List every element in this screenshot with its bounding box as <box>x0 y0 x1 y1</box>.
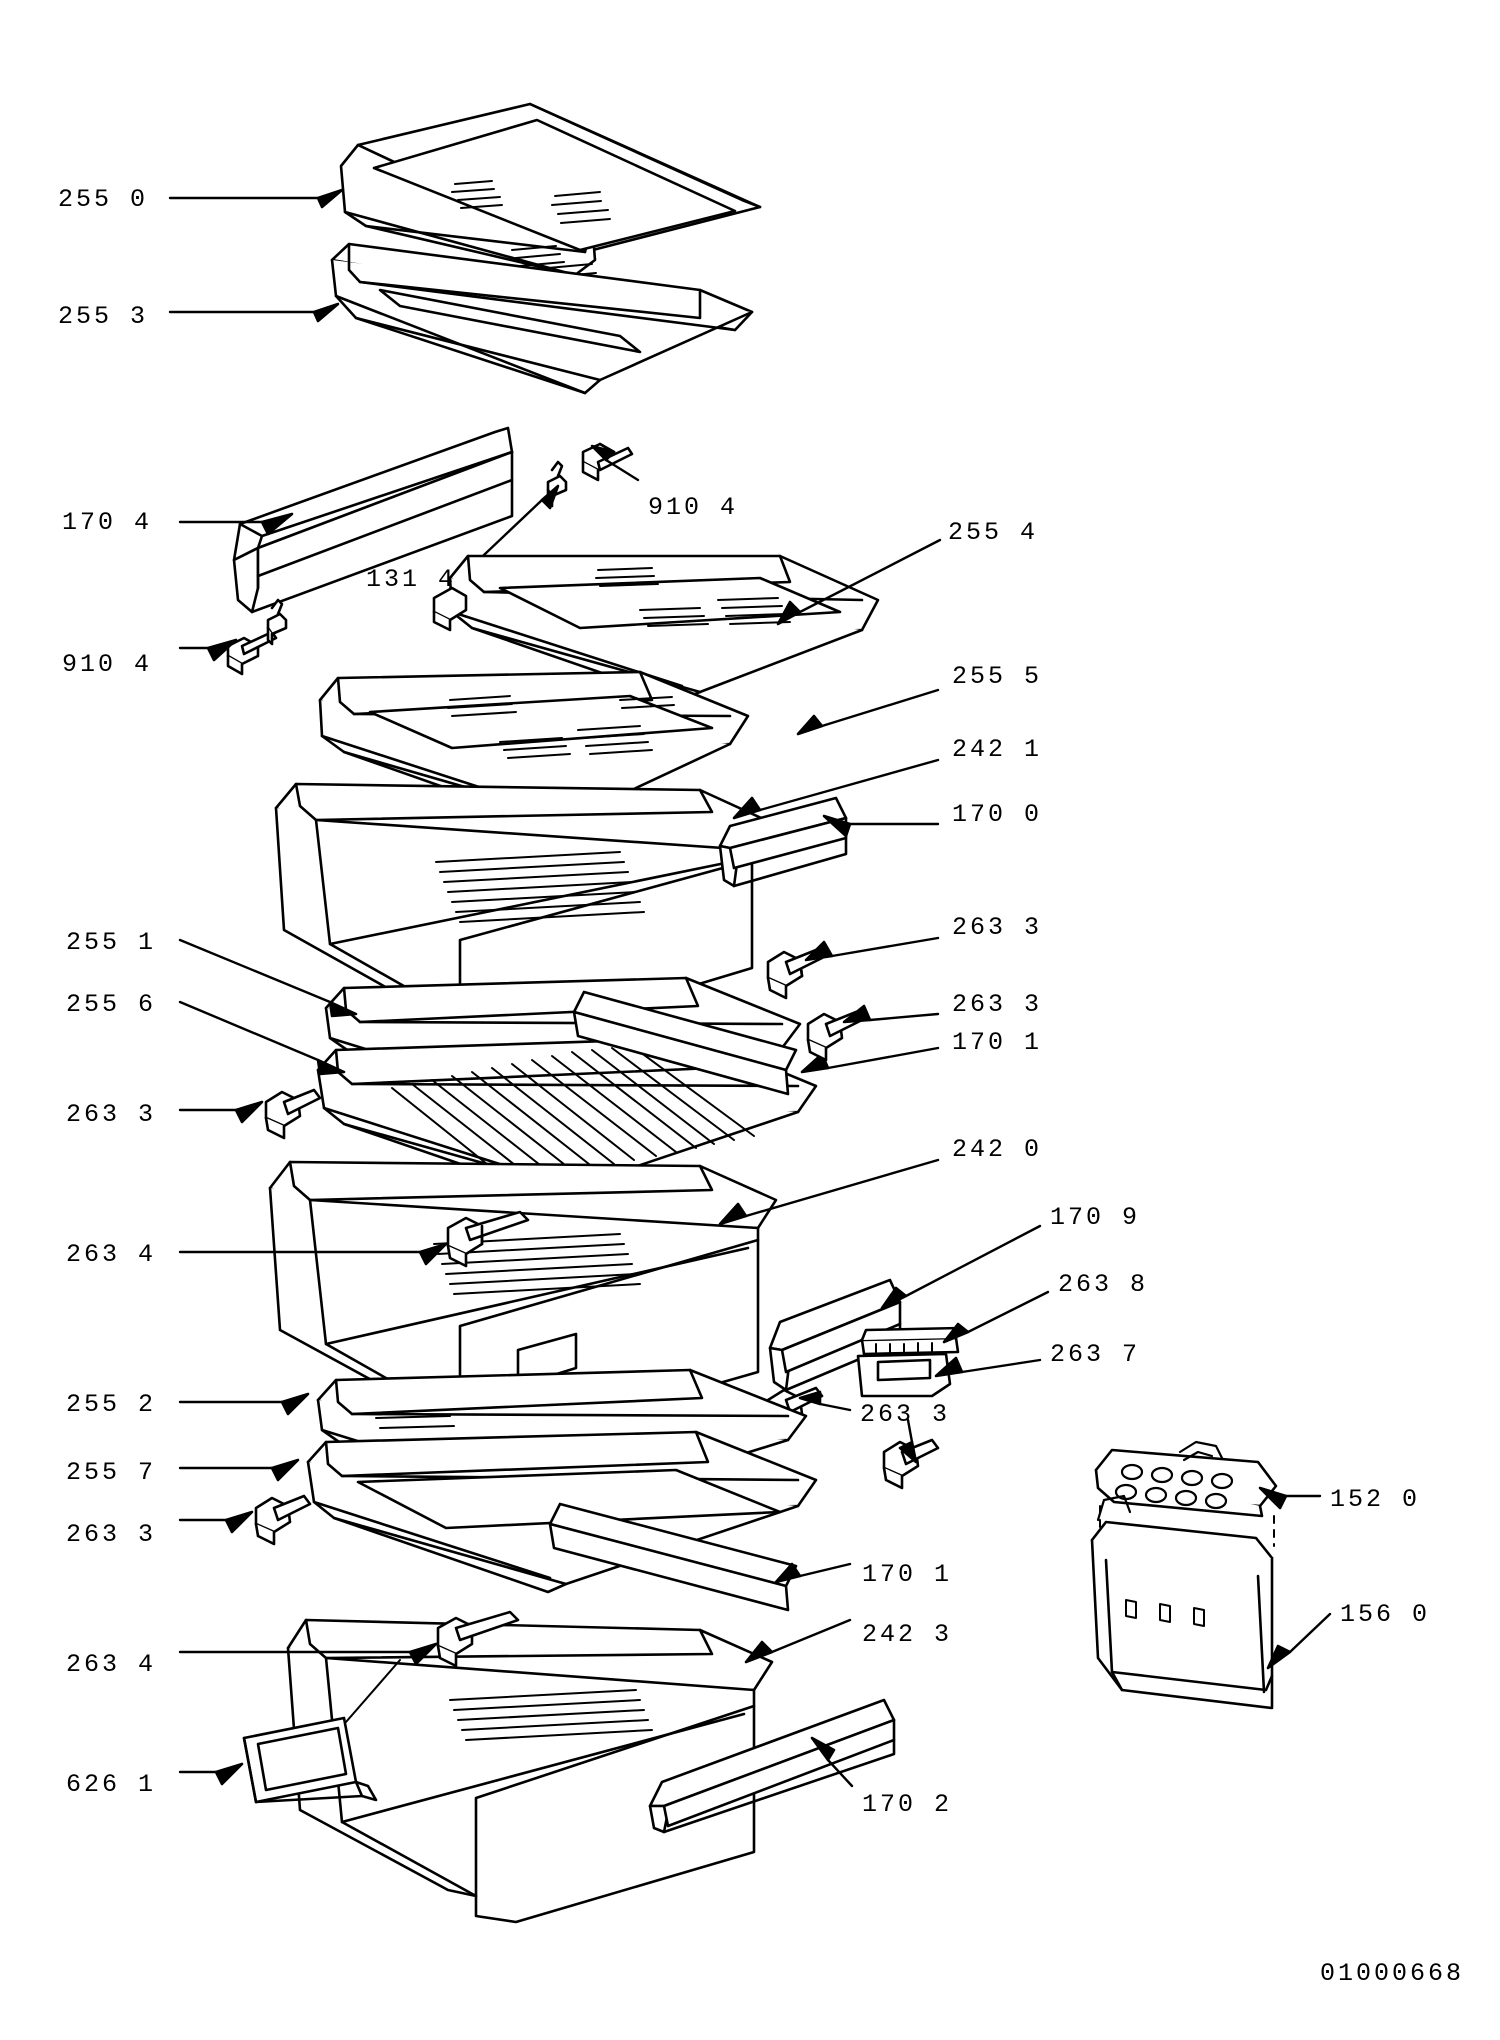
callout-242-3: 242 3 <box>862 1620 953 1649</box>
callout-156-0: 156 0 <box>1340 1600 1431 1629</box>
callout-170-1-a: 170 1 <box>952 1028 1043 1057</box>
part-156-0-bin <box>1092 1496 1272 1708</box>
part-263-3-clip-e <box>256 1496 310 1544</box>
part-131-4-clip <box>434 588 466 630</box>
leader-170-9 <box>882 1226 1040 1308</box>
callout-626-1: 626 1 <box>66 1770 157 1799</box>
callout-242-1: 242 1 <box>952 735 1043 764</box>
part-152-0-egg-tray <box>1096 1442 1276 1516</box>
callout-255-2: 255 2 <box>66 1390 157 1419</box>
leader-626-1 <box>180 1764 242 1784</box>
callout-263-7: 263 7 <box>1050 1340 1141 1369</box>
callout-263-3-b: 263 3 <box>952 990 1043 1019</box>
callout-170-1-b: 170 1 <box>862 1560 953 1589</box>
callout-263-3-a: 263 3 <box>952 913 1043 942</box>
callout-255-0: 255 0 <box>58 185 149 214</box>
leader-255-2 <box>180 1394 308 1414</box>
callout-170-2: 170 2 <box>862 1790 953 1819</box>
leader-242-3 <box>746 1620 850 1662</box>
callout-910-4-left: 910 4 <box>62 650 153 679</box>
leader-255-5 <box>798 690 938 734</box>
callout-263-3-e: 263 3 <box>66 1520 157 1549</box>
callout-263-4-b: 263 4 <box>66 1650 157 1679</box>
leader-263-7 <box>936 1358 1040 1376</box>
callout-255-5: 255 5 <box>952 662 1043 691</box>
callout-263-8: 263 8 <box>1058 1270 1149 1299</box>
callout-263-4-a: 263 4 <box>66 1240 157 1269</box>
callout-255-7: 255 7 <box>66 1458 157 1487</box>
leader-156-0 <box>1268 1614 1330 1668</box>
leader-255-0 <box>170 190 342 207</box>
callout-255-4: 255 4 <box>948 518 1039 547</box>
callout-263-3-c: 263 3 <box>66 1100 157 1129</box>
callout-255-3: 255 3 <box>58 302 149 331</box>
callout-170-9: 170 9 <box>1050 1203 1141 1232</box>
leader-152-0 <box>1260 1488 1320 1508</box>
leader-263-3-a <box>806 938 938 960</box>
leader-263-3-e <box>180 1512 252 1532</box>
leader-263-8 <box>944 1292 1048 1342</box>
leader-263-3-c <box>180 1102 262 1122</box>
callout-152-0: 152 0 <box>1330 1485 1421 1514</box>
drawing-number: 01000668 <box>1319 1959 1464 1988</box>
callout-263-3-d: 263 3 <box>860 1400 951 1429</box>
leader-255-7 <box>180 1460 298 1480</box>
callout-170-0: 170 0 <box>952 800 1043 829</box>
part-263-3-clip-c <box>266 1090 320 1138</box>
leader-255-3 <box>170 304 338 321</box>
callout-131-4: 131 4 <box>366 565 457 594</box>
callout-910-4-top: 910 4 <box>648 493 739 522</box>
part-910-4-screw-top <box>548 444 632 506</box>
callout-242-0: 242 0 <box>952 1135 1043 1164</box>
callout-255-6: 255 6 <box>66 990 157 1019</box>
leader-263-3-b <box>844 1006 938 1022</box>
callout-255-1: 255 1 <box>66 928 157 957</box>
callout-170-4: 170 4 <box>62 508 153 537</box>
leader-255-6 <box>180 1002 344 1074</box>
